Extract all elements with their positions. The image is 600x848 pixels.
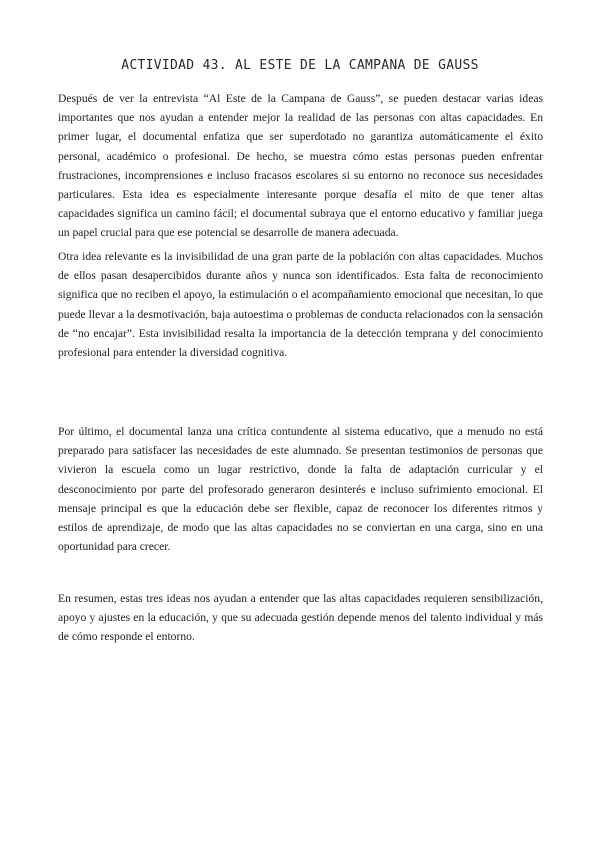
paragraph-1: Después de ver la entrevista “Al Este de la Campana de Gauss”, se pueden destacar varias ideas importantes que nos ayudan a entender mejor la realidad de las personas con altas capacidades. En primer lugar, el documental enfatiza que ser superdotado no garantiza automáticamente el éxito personal, académico o profesional. De hecho, se muestra cómo estas personas pueden enfrentar frustraciones, incomprensiones e incluso fracasos escolares si su entorno no reconoce sus necesidades particulares. Esta idea es especialmente interesante porque desafía el mito de que tener altas capacidades significa un camino fácil; el documental subraya que el entorno educativo y familiar juega un papel crucial para que ese potencial se desarrolle de manera adecuada. xyxy=(58,92,543,240)
paragraph-2: Otra idea relevante es la invisibilidad de una gran parte de la población con altas capacidades. Muchos de ellos pasan desapercibidos durante años y nunca son identificados. Esta falta de reconocimiento significa que no reciben el apoyo, la estimulación o el acompañamiento emocional que necesitan, lo que puede llevar a la desmotivación, baja autoestima o problemas de conducta relacionados con la sensación de “no encajar”. Esta invisibilidad resalta la importancia de la detección temprana y del conocimiento profesional para entender la diversidad cognitiva. xyxy=(58,250,543,360)
paragraph-4: En resumen, estas tres ideas nos ayudan a entender que las altas capacidades requieren sensibilización, apoyo y ajustes en la educación, y que su adecuada gestión depende menos del talento individual y más de cómo responde el entorno. xyxy=(58,592,543,644)
document-title: ACTIVIDAD 43. AL ESTE DE LA CAMPANA DE GAUSS xyxy=(121,58,479,73)
paragraph-3: Por último, el documental lanza una crítica contundente al sistema educativo, que a menudo no está preparado para satisfacer las necesidades de este alumnado. Se presentan testimonios de personas que vivieron la escuela como un lugar restrictivo, donde la falta de adaptación curricular y el desconocimiento por parte del profesorado generaron desinterés e incluso sufrimiento emocional. El mensaje principal es que la educación debe ser flexible, capaz de reconocer los diferentes ritmos y estilos de aprendizaje, de modo que las altas capacidades no se conviertan en una carga, sino en una oportunidad para crecer. xyxy=(58,425,543,554)
